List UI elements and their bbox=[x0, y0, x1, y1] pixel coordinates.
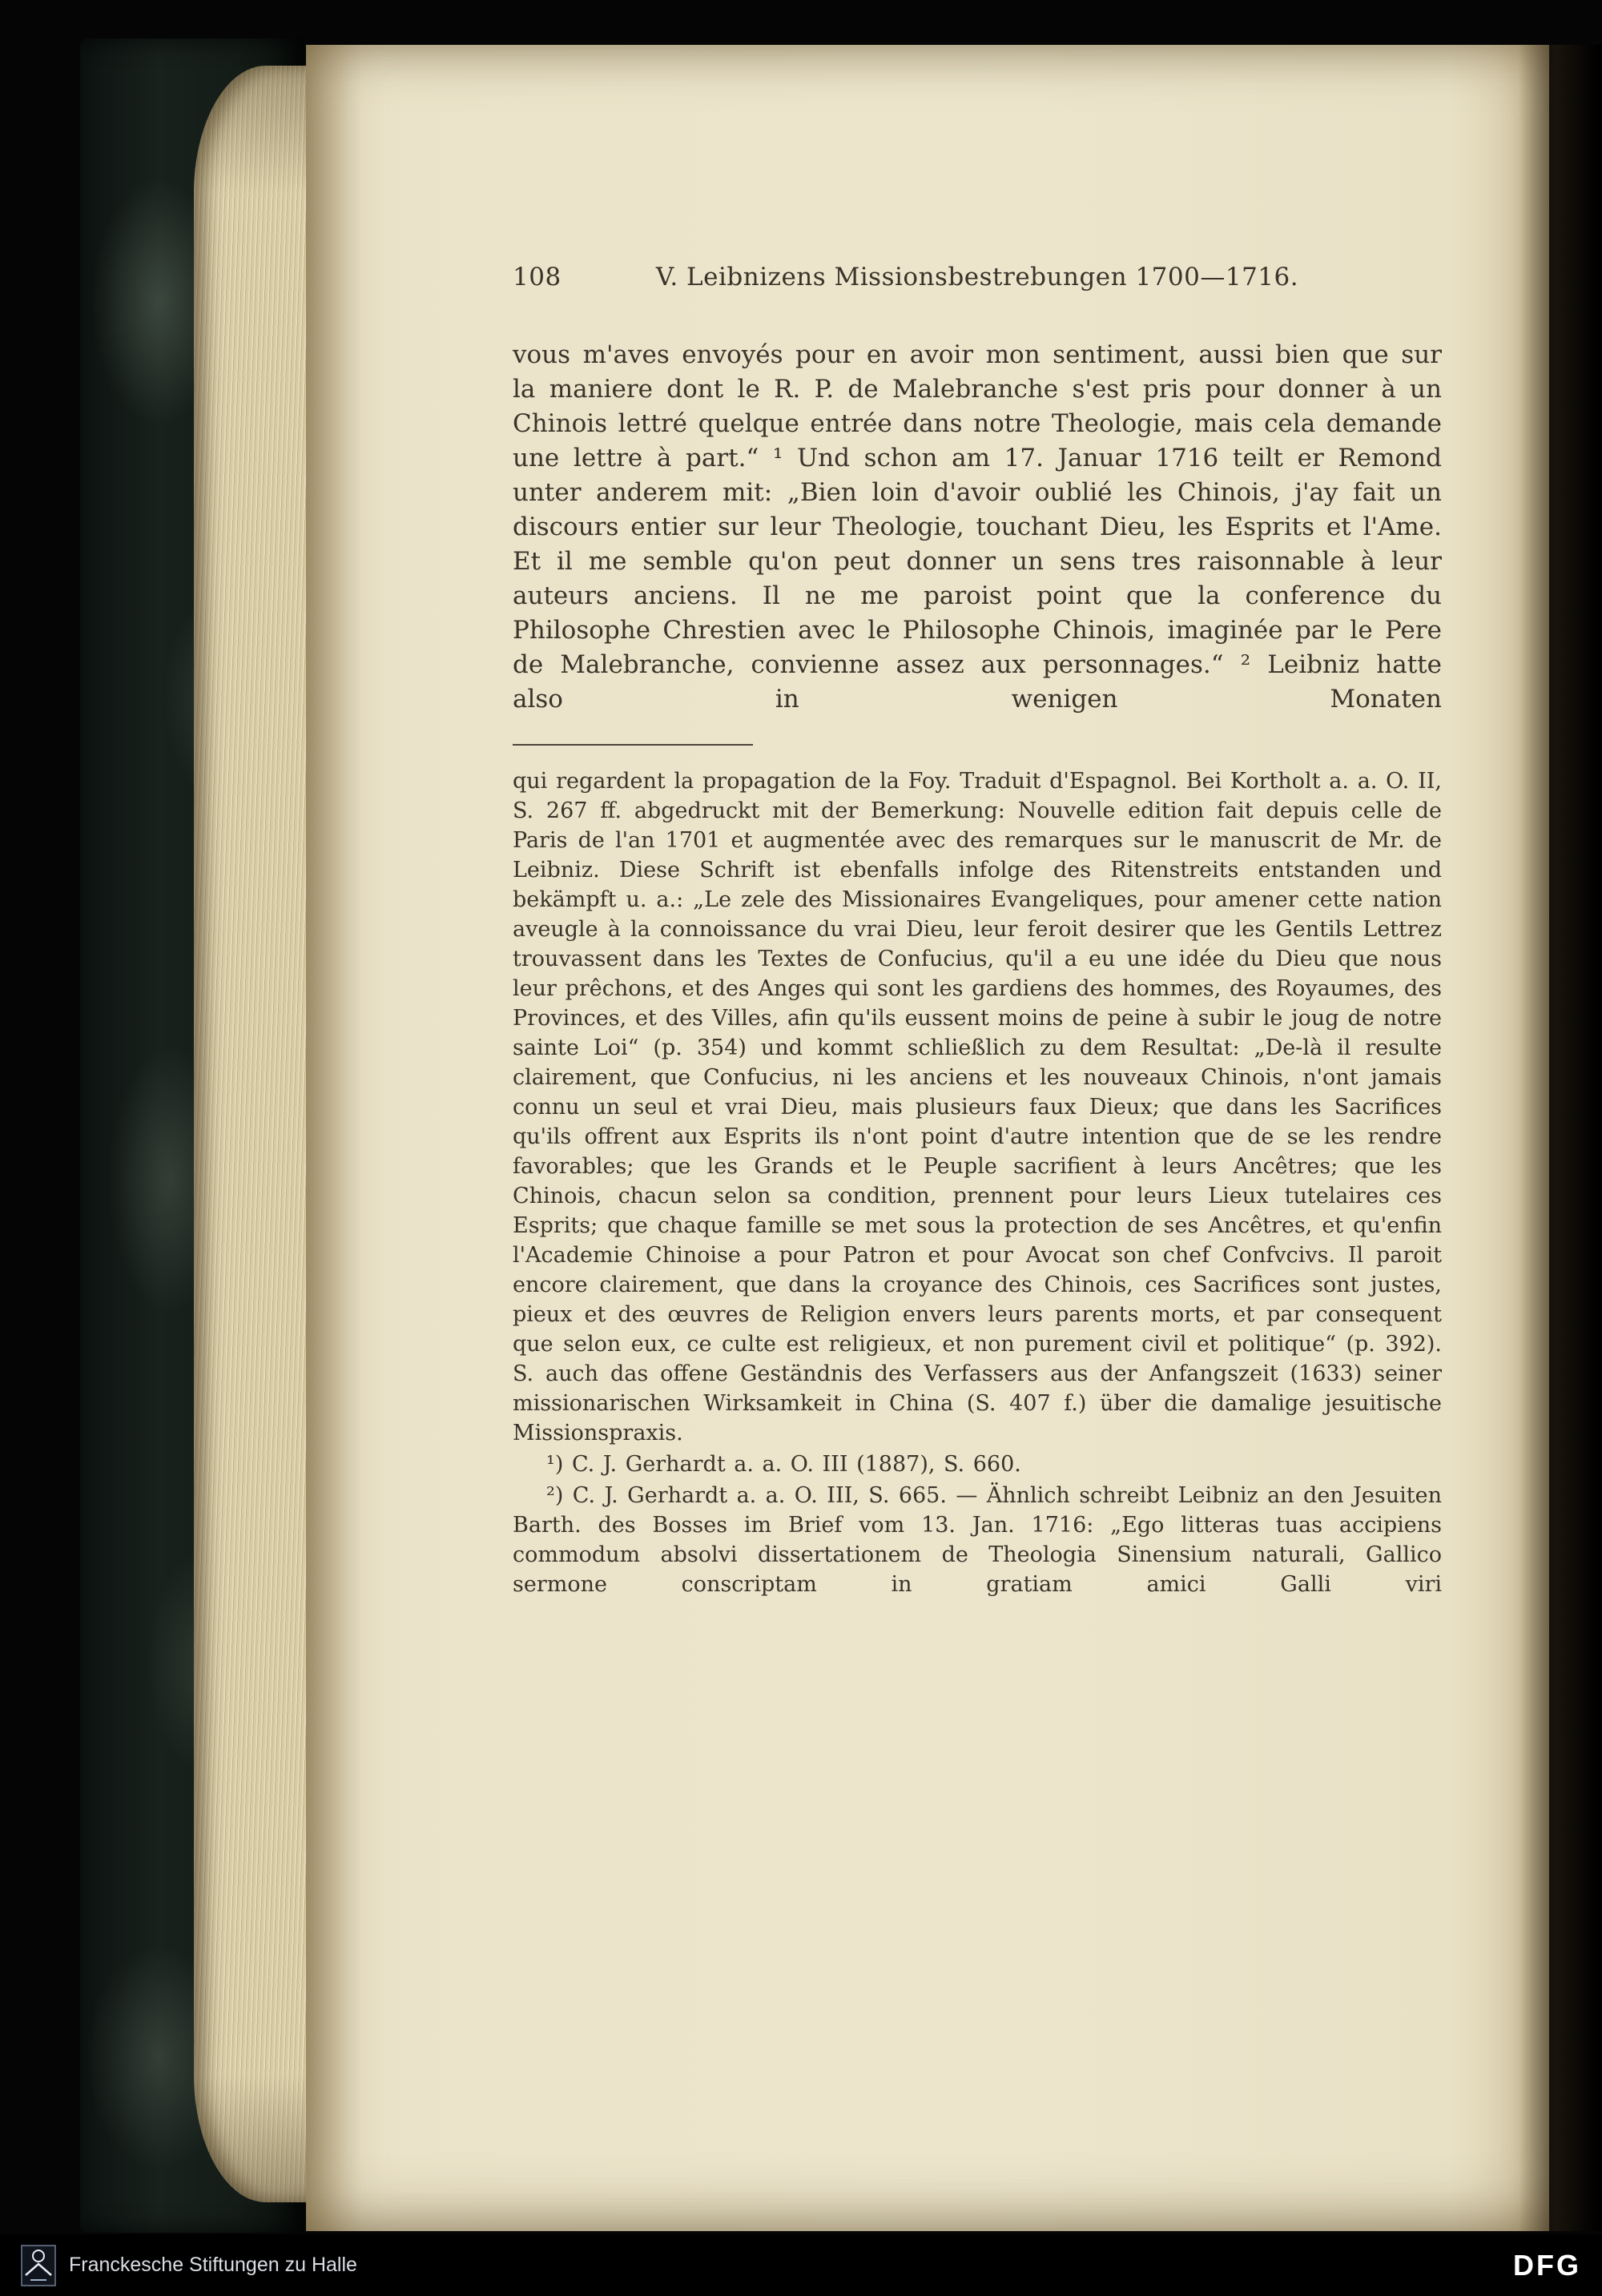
footnote-1: ¹) C. J. Gerhardt a. a. O. III (1887), S. 660. bbox=[546, 1452, 1021, 1477]
footnote-continuation: qui regardent la propagation de la Foy. Traduit d'Espagnol. Bei Kortholt a. a. O. II, S. 267 ff. abgedruckt mit der Bemerkung: Nouvelle edition fait depuis celle de Paris de l'an 1701 et augmentée avec des remarques sur le manuscrit de Mr. de Leibniz. Diese Schrift ist ebenfalls infolge des Ritenstreits entstanden und bekämpft u. a.: „Le zele des Missionaires Evangeliques, pour amener cette nation aveugle à la connoissance du vrai Dieu, leur feroit desirer que les Gentils Lettrez trouvassent dans les Textes de Confucius, qu'il a eu une idée du Dieu que nous leur prêchons, et des Anges qui sont les gardiens des hommes, des Royaumes, des Provinces, et des Villes, afin qu'ils eussent moins de peine à subir le joug de notre sainte Loi“ (p. 354) und kommt schließlich zu dem Resultat: „De-là il resulte clairement, que Confucius, ni les anciens et les nouveaux Chinois, n'ont jamais connu un seul et vrai Dieu, mais plusieurs faux Dieux; que dans les Sacrifices qu'ils offrent aux Esprits ils n'ont point d'autre intention que de se les rendre favorables; que les Grands et le Peuple sacrifient à leurs Ancêtres; que les Chinois, chacun selon sa condition, prennent pour leurs Lieux tutelaires ces Esprits; que chaque famille se met sous la protection de ses Ancêtres, et qu'enfin l'Academie Chinoise a pour Patron et pour Avocat son chef Confvcivs. Il paroit encore clairement, que dans la croyance des Chinois, ces Sacrifices sont justes, pieux et des œuvres de Religion envers leurs parents morts, et par consequent que selon eux, ce culte est religieux, et non purement civil et politique“ (p. 392). S. auch das offene Geständnis des Verfassers aus der Anfangszeit (1633) seiner missionarischen Wirksamkeit in China (S. 407 f.) über die damalige jesuitische Missionspraxis. bbox=[513, 769, 1442, 1446]
franckesche-stiftungen-logo bbox=[21, 2245, 56, 2286]
footnote-separator bbox=[513, 744, 753, 746]
running-title: V. Leibnizens Missionsbestrebungen 1700—1716. bbox=[655, 263, 1299, 292]
book-page bbox=[306, 45, 1549, 2231]
franckesche-stiftungen-label: Franckesche Stiftungen zu Halle bbox=[69, 2254, 357, 2276]
page-header bbox=[513, 263, 1442, 300]
page-text-block bbox=[513, 263, 1442, 1599]
footnote-2: ²) C. J. Gerhardt a. a. O. III, S. 665. — Ähnlich schreibt Leibniz an den Jesuiten Barth. des Bosses im Brief vom 13. Jan. 1716: „Ego litteras tuas accipiens commodum absolvi dissertationem de Theologia Sinensium naturali, Gallico sermone conscriptam in gratiam amici Galli viri bbox=[513, 1483, 1442, 1597]
footer-left bbox=[21, 2245, 357, 2286]
page-number: 108 bbox=[513, 263, 562, 292]
body-text: vous m'aves envoyés pour en avoir mon sentiment, aussi bien que sur la maniere dont le R. P. de Malebranche s'est pris pour donner à un Chinois lettré quelque entrée dans notre Theologie, mais cela demande une lettre à part.“ ¹ Und schon am 17. Januar 1716 teilt er Remond unter anderem mit: „Bien loin d'avoir oublié les Chinois, j'ay fait un discours entier sur leur Theologie, touchant Dieu, les Esprits et l'Ame. Et il me semble qu'on peut donner un sens tres raisonnable à leur auteurs anciens. Il ne me paroist point que la conference du Philosophe Chrestien avec le Philosophe Chinois, imaginée par le Pere de Malebranche, convienne assez aux personnages.“ ² Leibniz hatte also in wenigen Monaten bbox=[513, 340, 1442, 714]
footer-bar bbox=[0, 2234, 1602, 2296]
page-right-shadow bbox=[1519, 45, 1602, 2231]
dfg-logo: DFG bbox=[1513, 2248, 1581, 2282]
